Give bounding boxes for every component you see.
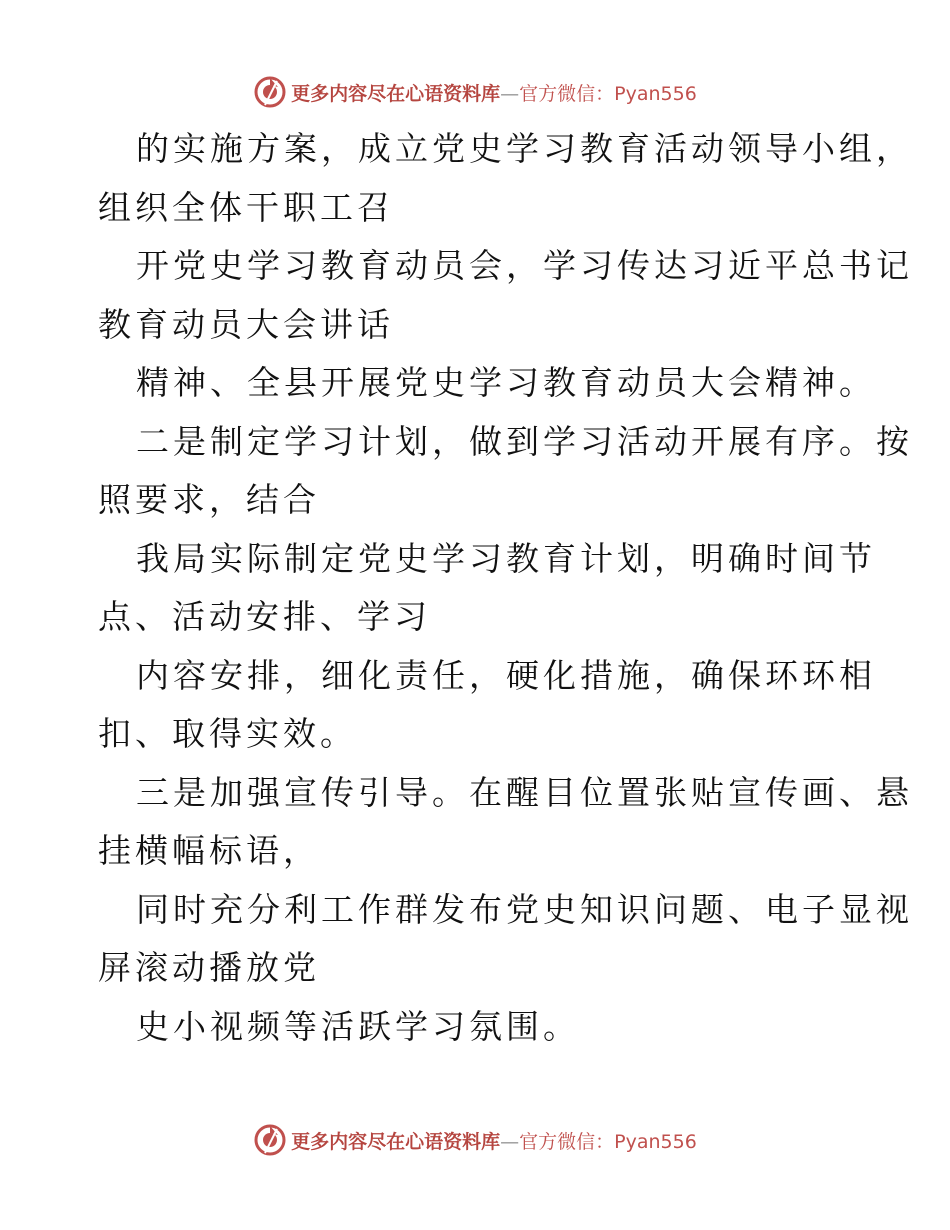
text-line: 内容安排，细化责任，硬化措施，确保环环相 xyxy=(136,655,876,695)
brand-logo-icon xyxy=(253,75,287,109)
text-line: 二是制定学习计划，做到学习活动开展有序。按 xyxy=(136,421,913,461)
text-line: 照要求，结合 xyxy=(98,480,320,519)
banner-wechat-text: 官方微信：Pyan556 xyxy=(519,1130,697,1153)
text-line: 开党史学习教育动员会，学习传达习近平总书记 xyxy=(136,246,913,285)
banner-text xyxy=(291,1127,697,1154)
text-line: 同时充分利工作群发布党史知识问题、电子显视 xyxy=(136,889,913,929)
banner-separator: — xyxy=(500,1130,520,1153)
text-line: 精神、全县开展党史学习教育动员大会精神。 xyxy=(136,363,876,402)
banner-main-text: 更多内容尽在心语资料库 xyxy=(291,82,501,105)
footer-banner xyxy=(0,1118,950,1162)
text-line: 史小视频等活跃学习氛围。 xyxy=(136,1006,580,1046)
banner-separator: — xyxy=(500,82,520,105)
header-banner xyxy=(0,70,950,114)
text-line: 点、活动安排、学习 xyxy=(98,597,431,636)
text-line: 屏滚动播放党 xyxy=(98,948,320,987)
text-line: 挂横幅标语， xyxy=(98,831,320,870)
text-line: 扣、取得实效。 xyxy=(98,714,357,753)
text-line: 我局实际制定党史学习教育计划，明确时间节 xyxy=(136,538,876,578)
banner-text xyxy=(291,79,697,106)
brand-logo-icon xyxy=(253,1123,287,1157)
text-line: 三是加强宣传引导。在醒目位置张贴宣传画、悬 xyxy=(136,772,913,812)
banner-main-text: 更多内容尽在心语资料库 xyxy=(291,1130,501,1153)
text-line: 教育动员大会讲话 xyxy=(98,304,394,344)
text-line: 的实施方案，成立党史学习教育活动领导小组， xyxy=(136,129,913,168)
document-body xyxy=(98,120,913,1056)
banner-wechat-text: 官方微信：Pyan556 xyxy=(519,82,697,105)
text-line: 组织全体干职工召 xyxy=(98,187,394,227)
